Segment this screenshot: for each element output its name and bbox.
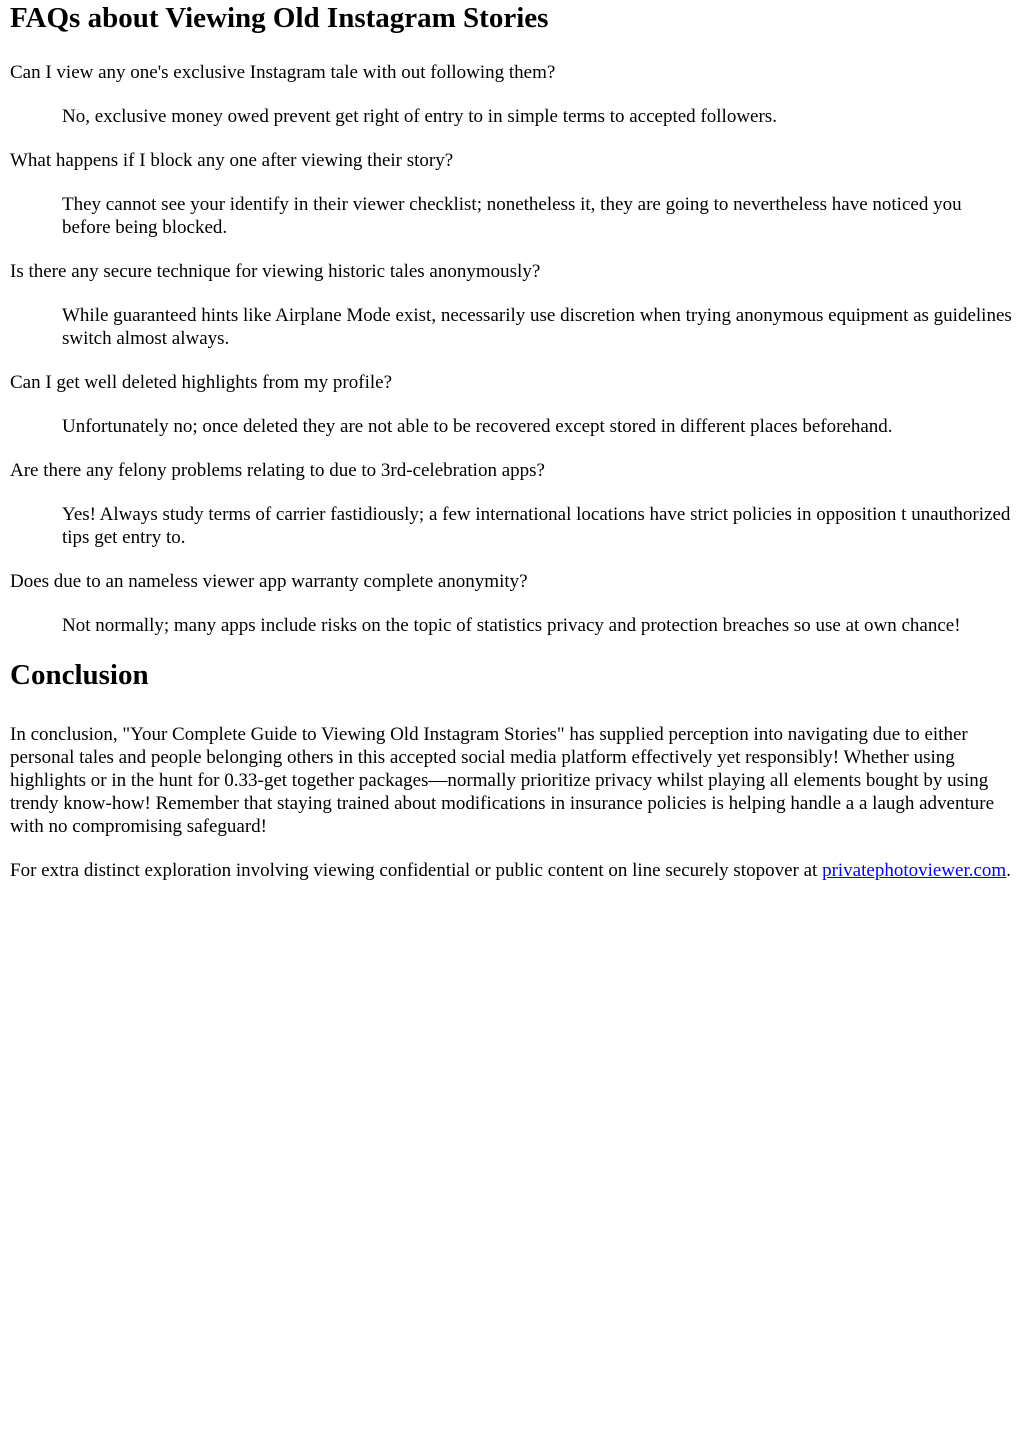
faq-question: Is there any secure technique for viewing historic tales anonymously?: [10, 261, 541, 282]
faq-answer: While guaranteed hints like Airplane Mode exist, necessarily use discretion when trying anonymous equipment as guidelines switch almost always.: [62, 305, 1012, 349]
faq-answer: Yes! Always study terms of carrier fastidiously; a few international locations have strict policies in opposition t unauthorized tips get entry to.: [62, 504, 1011, 548]
conclusion-link-intro: For extra distinct exploration involving viewing confidential or public content on line securely stopover at: [10, 860, 818, 881]
faq-answer: Unfortunately no; once deleted they are not able to be recovered except stored in different places beforehand.: [62, 416, 893, 437]
conclusion-link-period: .: [1006, 860, 1011, 881]
faq-answer: They cannot see your identify in their viewer checklist; nonetheless it, they are going to nevertheless have noticed you before being blocked.: [62, 194, 962, 238]
conclusion-link-paragraph: [10, 859, 1014, 882]
conclusion-heading: Conclusion: [10, 659, 149, 691]
faq-question: Does due to an nameless viewer app warranty complete anonymity?: [10, 571, 528, 592]
faq-answer: No, exclusive money owed prevent get right of entry to in simple terms to accepted followers.: [62, 106, 777, 127]
privatephotoviewer-link[interactable]: privatephotoviewer.com: [822, 860, 1007, 881]
faq-question: Can I view any one's exclusive Instagram tale with out following them?: [10, 62, 556, 83]
faq-heading: FAQs about Viewing Old Instagram Stories: [10, 2, 549, 34]
conclusion-paragraph: In conclusion, "Your Complete Guide to Viewing Old Instagram Stories" has supplied perception into navigating due to either personal tales and people belonging others in this accepted social media platform effectively yet responsibly! Whether using highlights or in the hunt for 0.33-get together packages—normally prioritize privacy whilst playing all elements bought by using trendy know-how! Remember that staying trained about modifications in insurance policies is helping handle a a laugh adventure with no compromising safeguard!: [10, 724, 995, 837]
faq-answer: Not normally; many apps include risks on the topic of statistics privacy and protection breaches so use at own chance!: [62, 615, 961, 636]
faq-question: Are there any felony problems relating to due to 3rd-celebration apps?: [10, 460, 545, 481]
faq-question: Can I get well deleted highlights from my profile?: [10, 372, 393, 393]
faq-question: What happens if I block any one after viewing their story?: [10, 150, 454, 171]
